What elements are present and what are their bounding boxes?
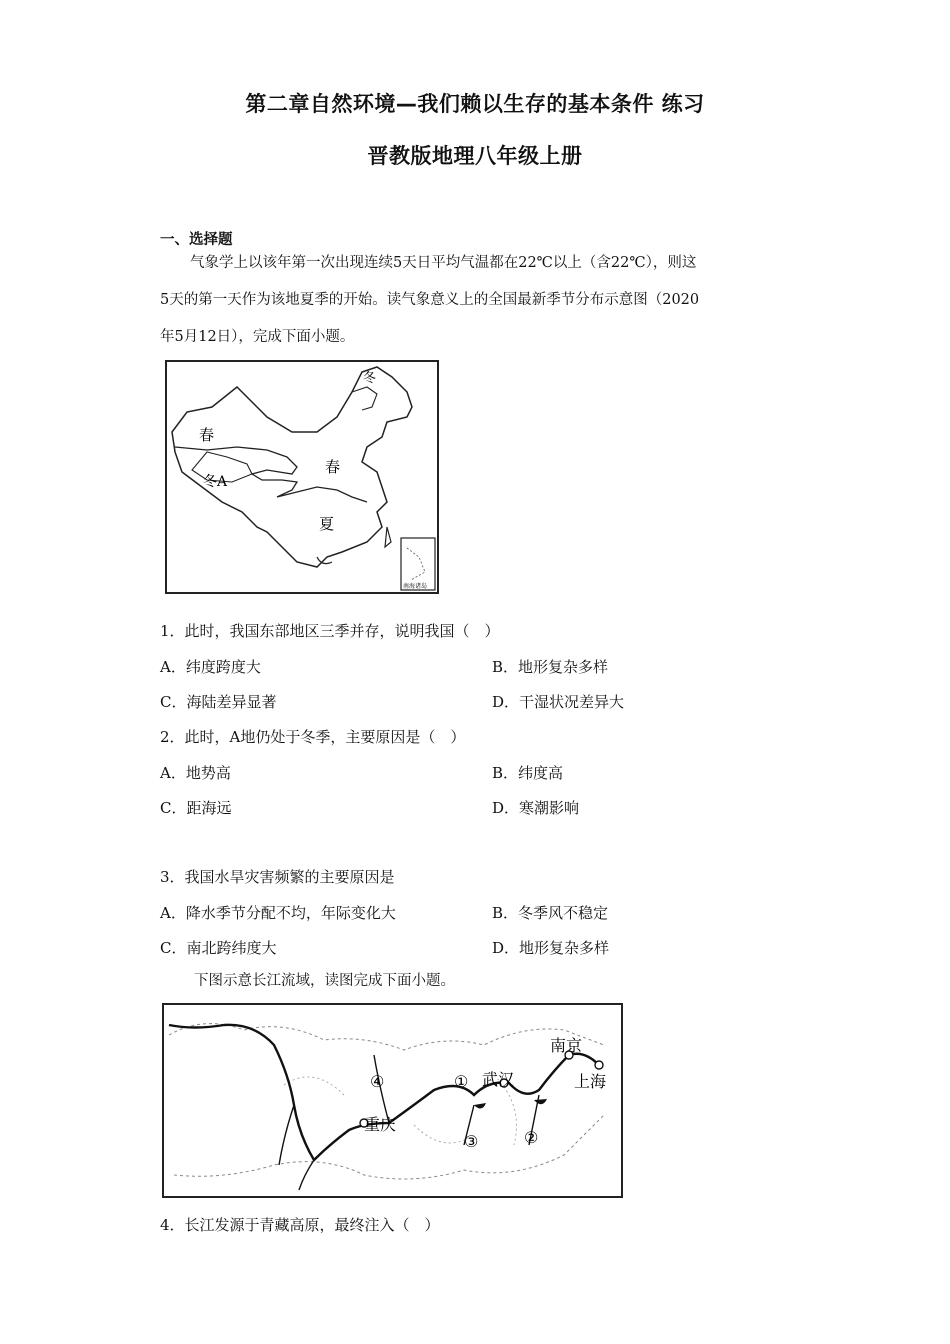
dongting-lake — [474, 1103, 486, 1109]
q3-option-d[interactable]: D．地形复杂多样 — [492, 939, 610, 957]
intro-line1: 气象学上以该年第一次出现连续5天日平均气温都在22℃以上（含22℃），则这 — [190, 255, 697, 271]
intro-line3: 年5月12日），完成下面小题。 — [160, 329, 355, 345]
intro-yangtze: 下图示意长江流域，读图完成下面小题。 — [194, 973, 455, 989]
question-3-stem: 3．我国水旱灾害频繁的主要原因是 — [160, 868, 395, 886]
label-marker-4: ④ — [370, 1072, 385, 1091]
q1-option-c[interactable]: C．海陆差异显著 — [160, 693, 277, 711]
section-heading: 一、选择题 — [160, 232, 233, 248]
label-chongqing: 重庆 — [364, 1115, 397, 1134]
label-marker-1: ① — [454, 1072, 469, 1091]
question-4-stem: 4．长江发源于青藏高原，最终注入（ ） — [160, 1216, 440, 1234]
taiwan-island — [385, 527, 391, 547]
q2-option-a[interactable]: A．地势高 — [160, 764, 231, 782]
q2-option-b[interactable]: B．纬度高 — [492, 764, 564, 782]
doc-title-line2: 晋教版地理八年级上册 — [367, 144, 583, 168]
q2-option-d[interactable]: D．寒潮影响 — [492, 799, 580, 817]
yangtze-map-svg — [164, 1005, 621, 1196]
q1-option-a[interactable]: A．纬度跨度大 — [160, 658, 261, 676]
question-1-stem: 1．此时，我国东部地区三季并存，说明我国（ ） — [160, 622, 500, 640]
q1-option-b[interactable]: B．地形复杂多样 — [492, 658, 609, 676]
label-summer: 夏 — [319, 515, 335, 533]
label-spring-west: 春 — [199, 426, 215, 444]
poyang-lake — [534, 1099, 547, 1104]
label-spring-central: 春 — [325, 458, 341, 476]
season-map — [165, 360, 439, 594]
label-shanghai: 上海 — [574, 1072, 607, 1091]
doc-title-line1: 第二章自然环境—我们赖以生存的基本条件 练习 — [245, 92, 705, 116]
q1-option-d[interactable]: D．干湿状况差异大 — [492, 693, 625, 711]
label-marker-2: ② — [524, 1128, 539, 1147]
season-map-svg — [167, 362, 437, 592]
q3-option-b[interactable]: B．冬季风不稳定 — [492, 904, 609, 922]
q2-option-c[interactable]: C．距海远 — [160, 799, 232, 817]
intro-line2: 5天的第一天作为该地夏季的开始。读气象意义上的全国最新季节分布示意图（2020 — [160, 292, 700, 308]
label-marker-3: ③ — [464, 1132, 479, 1151]
q3-option-c[interactable]: C．南北跨纬度大 — [160, 939, 277, 957]
question-2-stem: 2．此时，A地仍处于冬季，主要原因是（ ） — [160, 728, 466, 746]
q3-option-a[interactable]: A．降水季节分配不均，年际变化大 — [160, 904, 396, 922]
label-winter-a: 冬A — [203, 474, 228, 490]
label-winter-ne: 冬 — [363, 371, 377, 386]
basin-boundary-north — [169, 1024, 604, 1050]
label-wuhan: 武汉 — [482, 1070, 515, 1089]
ne-winter-boundary — [352, 387, 377, 410]
label-nanjing: 南京 — [550, 1036, 583, 1055]
yangtze-map — [162, 1003, 623, 1198]
inset-label: 南海诸岛 — [403, 583, 428, 590]
shanghai-dot — [595, 1061, 603, 1069]
